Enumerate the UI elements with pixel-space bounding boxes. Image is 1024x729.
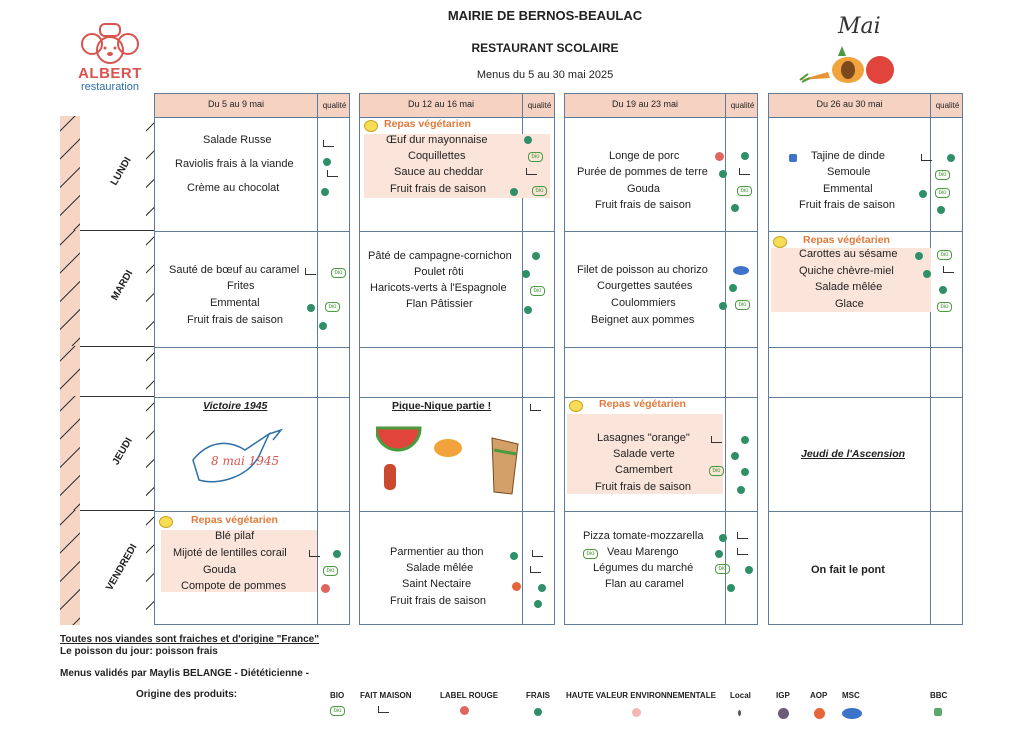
frais-icon — [522, 270, 530, 278]
menu-item: Salade mêlée — [406, 562, 474, 574]
frais-icon — [510, 188, 518, 196]
frais-icon — [510, 552, 518, 560]
vendredi-text: On fait le pont — [811, 564, 885, 576]
menu-item: Poulet rôti — [414, 266, 464, 278]
bio-icon: bio — [937, 250, 952, 260]
menu-item: Mijoté de lentilles corail — [173, 547, 287, 559]
veg-label: Repas végétarien — [803, 234, 890, 246]
mairie-title: MAIRIE DE BERNOS-BEAULAC — [447, 8, 643, 23]
week-title: Du 5 au 9 mai — [207, 99, 265, 109]
menu-item: Crème au chocolat — [187, 182, 280, 194]
week-4 — [768, 93, 963, 625]
legend-bio: BIO — [330, 691, 345, 700]
fait-maison-icon — [943, 266, 954, 273]
menu-item: Fruit frais de saison — [390, 183, 486, 195]
legend-hve: HAUTE VALEUR ENVIRONNEMENTALE — [566, 691, 716, 700]
menu-item: Haricots-verts à l'Espagnole — [370, 282, 507, 294]
fait-maison-icon — [530, 404, 541, 411]
frais-icon — [319, 322, 327, 330]
menu-item: Courgettes sautées — [597, 280, 693, 292]
day-label: JEUDI — [110, 435, 135, 468]
menu-item: Sauté de bœuf au caramel — [169, 264, 300, 276]
menu-item: Veau Marengo — [607, 546, 679, 558]
frais-icon — [947, 154, 955, 162]
menu-item: Glace — [835, 298, 864, 310]
frais-icon — [538, 584, 546, 592]
menu-item: Légumes du marché — [593, 562, 694, 574]
bio-icon: bio — [937, 302, 952, 312]
vegetables-icon — [798, 42, 902, 88]
hve-icon — [632, 708, 641, 717]
bio-icon: bio — [935, 188, 950, 198]
smiley-icon — [159, 516, 173, 528]
menu-item: Quiche chèvre-miel — [799, 265, 894, 277]
fait-maison-icon — [526, 168, 537, 175]
quality-header: qualité — [317, 94, 351, 117]
menu-item: Filet de poisson au chorizo — [577, 264, 708, 276]
jeudi-title: Jeudi de l'Ascension — [801, 448, 906, 460]
aop-icon — [512, 582, 521, 591]
day-label: MARDI — [109, 268, 136, 303]
fait-maison-icon — [921, 154, 932, 161]
bbc-icon — [934, 708, 942, 716]
menu-item: Lasagnes "orange" — [597, 432, 690, 444]
aop-icon — [814, 708, 825, 719]
day-jeudi — [60, 396, 154, 510]
menu-item: Fruit frais de saison — [595, 481, 691, 493]
jeudi-title: Pique-Nique partie ! — [392, 400, 492, 412]
bbc-icon — [789, 154, 797, 162]
menu-item: Longe de porc — [609, 150, 680, 162]
menu-item: Œuf dur mayonnaise — [386, 134, 488, 146]
logo-name: ALBERT — [78, 65, 142, 82]
menu-item: Coquillettes — [408, 150, 466, 162]
quality-header: qualité — [725, 94, 759, 117]
footer-origin: Origine des produits: — [136, 689, 238, 700]
bio-icon: bio — [715, 564, 730, 574]
frais-icon — [321, 188, 329, 196]
week-1 — [154, 93, 350, 625]
msc-icon — [733, 266, 749, 275]
day-vendredi — [60, 510, 154, 625]
smiley-icon — [364, 120, 378, 132]
menu-item: Emmental — [823, 183, 873, 195]
day-label: VENDREDI — [104, 542, 140, 593]
bio-icon: bio — [735, 300, 750, 310]
veg-label: Repas végétarien — [384, 118, 471, 130]
legend-label-rouge: LABEL ROUGE — [440, 691, 499, 700]
fait-maison-icon — [309, 550, 320, 557]
frais-icon — [939, 286, 947, 294]
week-3 — [564, 93, 758, 625]
bio-icon: bio — [530, 286, 545, 296]
bio-icon: bio — [330, 706, 345, 716]
bio-icon: bio — [528, 152, 543, 162]
footer-validated: Menus validés par Maylis BELANGE - Diététicienne - — [60, 668, 309, 679]
legend-igp: IGP — [776, 691, 790, 700]
frais-icon — [719, 170, 727, 178]
picnic-icon — [376, 422, 526, 498]
menu-item: Gouda — [203, 564, 237, 576]
menu-item: Camembert — [615, 464, 673, 476]
frais-icon — [323, 158, 331, 166]
legend-aop: AOP — [810, 691, 828, 700]
month-word: Mai — [838, 14, 881, 39]
menu-item: Flan Pâtissier — [406, 298, 473, 310]
day-lundi — [60, 116, 154, 230]
local-icon — [738, 710, 741, 716]
frais-icon — [915, 252, 923, 260]
fait-maison-icon — [737, 532, 748, 539]
bio-icon: bio — [325, 302, 340, 312]
fait-maison-icon — [532, 550, 543, 557]
legend-msc: MSC — [842, 691, 860, 700]
day-mardi — [60, 230, 154, 346]
week-2 — [359, 93, 555, 625]
fait-maison-icon — [711, 436, 722, 443]
frais-icon — [534, 600, 542, 608]
days-column — [60, 116, 154, 625]
frais-icon — [731, 204, 739, 212]
veg-label: Repas végétarien — [191, 514, 278, 526]
frais-icon — [333, 550, 341, 558]
bio-icon: bio — [935, 170, 950, 180]
frais-icon — [737, 486, 745, 494]
menu-item: Sauce au cheddar — [394, 166, 484, 178]
menu-item: Salade verte — [613, 448, 675, 460]
fait-maison-icon — [739, 168, 750, 175]
menu-dates: Menus du 5 au 30 mai 2025 — [476, 69, 614, 81]
frais-icon — [741, 468, 749, 476]
legend-bbc: BBC — [930, 691, 948, 700]
frais-icon — [919, 190, 927, 198]
menu-item: Gouda — [627, 183, 661, 195]
menu-item: Pizza tomate-mozzarella — [583, 530, 704, 542]
menu-item: Beignet aux pommes — [591, 314, 695, 326]
menu-item: Pâté de campagne-cornichon — [368, 250, 512, 262]
menu-item: Saint Nectaire — [402, 578, 472, 590]
legend-fait-maison: FAIT MAISON — [360, 691, 412, 700]
smiley-icon — [773, 236, 787, 248]
menu-item: Salade Russe — [203, 134, 272, 146]
menu-item: Emmental — [210, 297, 260, 309]
menu-item: Fruit frais de saison — [390, 595, 486, 607]
frais-icon — [727, 584, 735, 592]
fait-maison-icon — [305, 268, 316, 275]
frais-icon — [937, 206, 945, 214]
frais-icon — [307, 304, 315, 312]
day-mercredi — [60, 346, 154, 396]
label-rouge-icon — [460, 706, 469, 715]
fait-maison-icon — [378, 706, 389, 713]
bio-icon: bio — [532, 186, 547, 196]
frais-icon — [731, 452, 739, 460]
menu-item: Compote de pommes — [181, 580, 287, 592]
menu-item: Carottes au sésame — [799, 248, 898, 260]
menu-item: Blé pilaf — [215, 530, 255, 542]
menu-item: Salade mêlée — [815, 281, 883, 293]
menu-item: Semoule — [827, 166, 871, 178]
menu-item: Fruit frais de saison — [187, 314, 283, 326]
frais-icon — [741, 436, 749, 444]
albert-logo — [70, 22, 150, 94]
victoire-art-text: 8 mai 1945 — [211, 454, 280, 468]
footer-meat-note: Toutes nos viandes sont fraiches et d'origine "France" — [60, 634, 319, 645]
koala-chef-icon — [70, 22, 150, 66]
fait-maison-icon — [530, 566, 541, 573]
jeudi-title: Victoire 1945 — [203, 400, 268, 412]
label-rouge-icon — [715, 152, 724, 161]
veg-label: Repas végétarien — [599, 398, 686, 410]
restaurant-title: RESTAURANT SCOLAIRE — [471, 41, 619, 55]
menu-item: Fruit frais de saison — [799, 199, 895, 211]
menu-item: Raviolis frais à la viande — [175, 158, 294, 170]
bio-icon: bio — [583, 549, 598, 559]
bio-icon: bio — [331, 268, 346, 278]
day-label: LUNDI — [108, 155, 134, 188]
frais-icon — [741, 152, 749, 160]
menu-item: Frites — [227, 280, 255, 292]
frais-icon — [715, 550, 723, 558]
bio-icon: bio — [709, 466, 724, 476]
legend-frais: FRAIS — [526, 691, 550, 700]
frais-icon — [524, 136, 532, 144]
frais-icon — [524, 306, 532, 314]
msc-icon — [842, 708, 862, 719]
menu-item: Flan au caramel — [605, 578, 684, 590]
frais-icon — [719, 302, 727, 310]
fait-maison-icon — [327, 170, 338, 177]
hve-icon — [321, 584, 330, 593]
fait-maison-icon — [737, 548, 748, 555]
menu-item: Coulommiers — [611, 297, 676, 309]
menu-item: Tajine de dinde — [811, 150, 886, 162]
menu-item: Fruit frais de saison — [595, 199, 691, 211]
frais-icon — [729, 284, 737, 292]
week-title: Du 19 au 23 mai — [611, 99, 679, 109]
quality-header: qualité — [930, 94, 964, 117]
week-title: Du 12 au 16 mai — [407, 99, 475, 109]
smiley-icon — [569, 400, 583, 412]
menu-item: Purée de pommes de terre — [577, 166, 708, 178]
fait-maison-icon — [323, 140, 334, 147]
menu-item: Parmentier au thon — [390, 546, 484, 558]
frais-icon — [534, 708, 542, 716]
footer-fish-note: Le poisson du jour: poisson frais — [60, 646, 218, 657]
bio-icon: bio — [323, 566, 338, 576]
frais-icon — [923, 270, 931, 278]
bio-icon: bio — [737, 186, 752, 196]
quality-header: qualité — [522, 94, 556, 117]
logo-subtitle: restauration — [80, 81, 140, 93]
legend-local: Local — [730, 691, 751, 700]
week-title: Du 26 au 30 mai — [816, 99, 883, 109]
frais-icon — [532, 252, 540, 260]
frais-icon — [719, 534, 727, 542]
frais-icon — [745, 566, 753, 574]
igp-icon — [778, 708, 789, 719]
